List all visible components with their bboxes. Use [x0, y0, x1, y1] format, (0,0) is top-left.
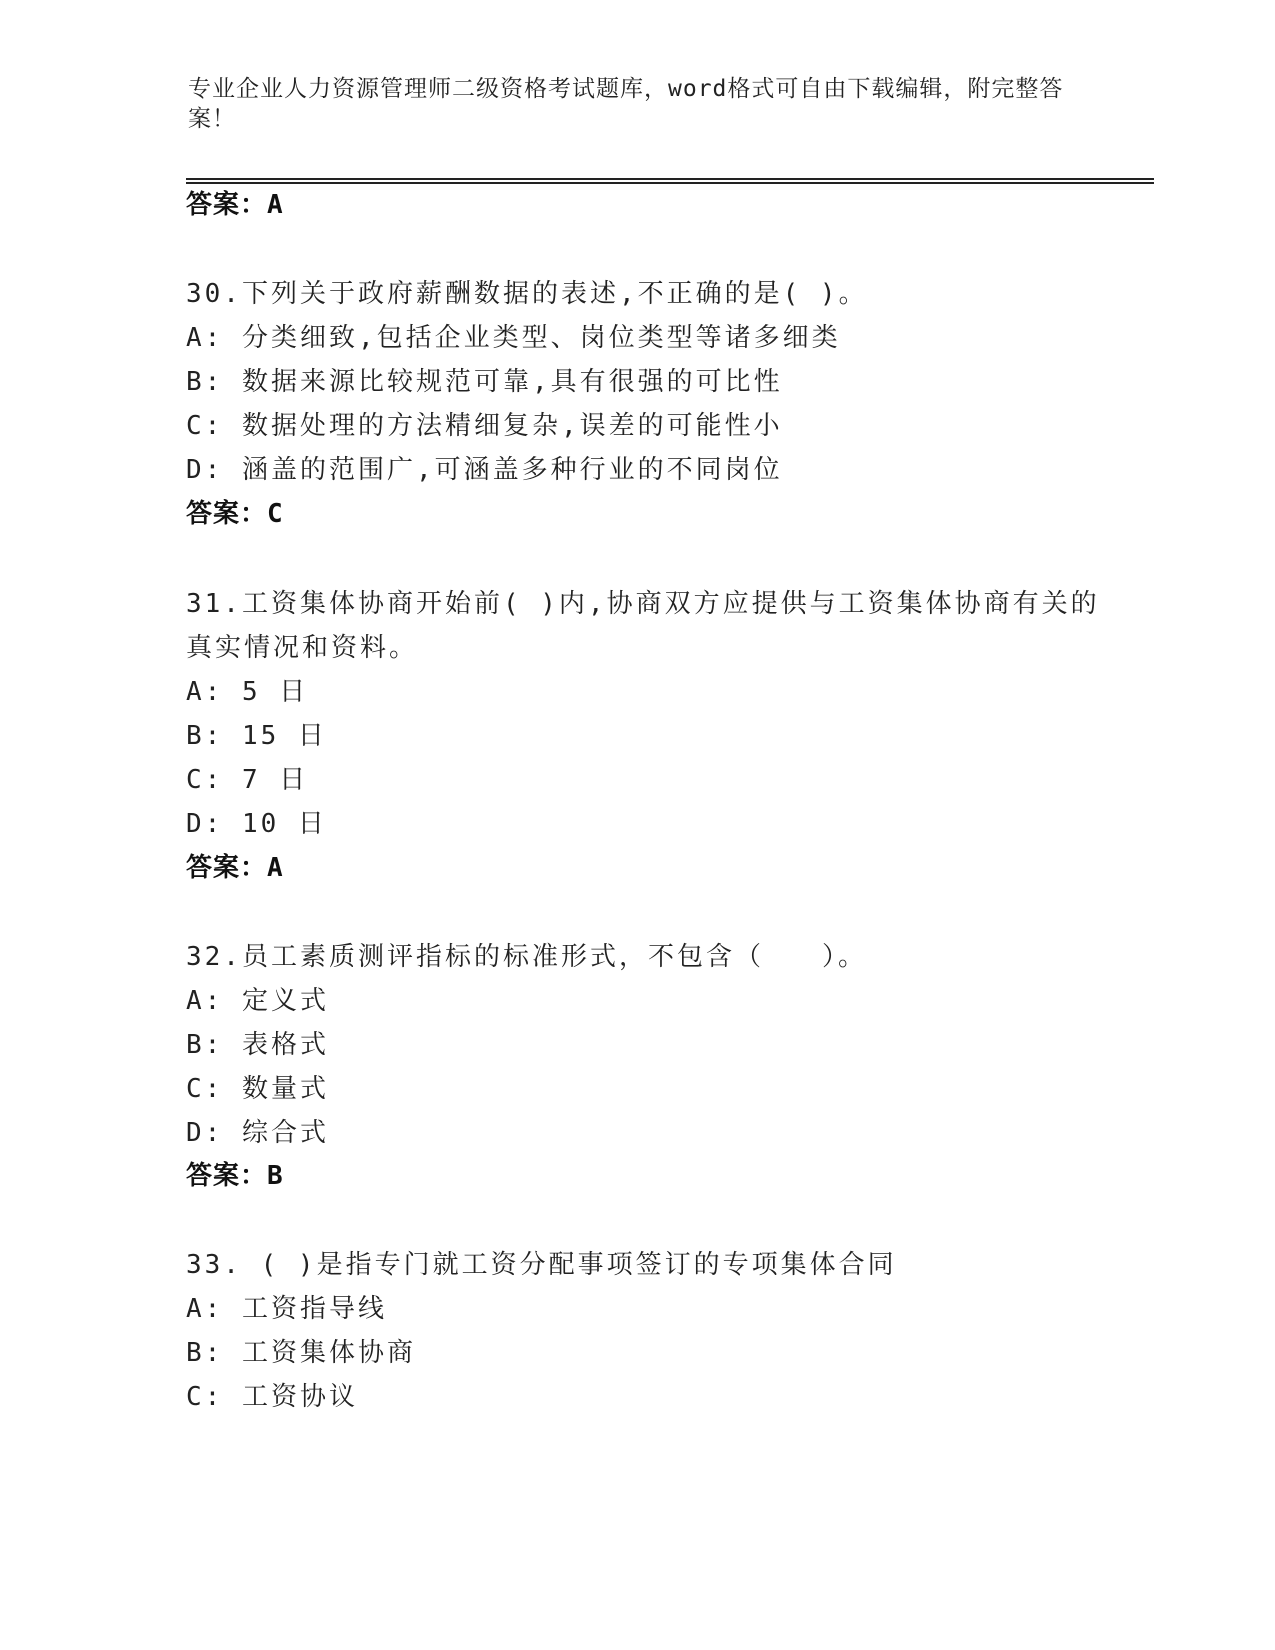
option-b: B: 表格式 [186, 1030, 329, 1060]
answer-line: 答案：A [186, 853, 284, 883]
question-stem: 32.员工素质测评指标的标准形式，不包含（ ）。 [186, 942, 867, 972]
answer-line: 答案：A [186, 190, 284, 220]
question-stem: 33. ( )是指专门就工资分配事项签订的专项集体合同 [186, 1250, 897, 1280]
option-a: A: 5 日 [186, 677, 309, 707]
option-b: B: 数据来源比较规范可靠,具有很强的可比性 [186, 367, 783, 397]
answer-line: 答案：C [186, 499, 284, 529]
option-c: C: 工资协议 [186, 1382, 358, 1412]
option-a: A: 定义式 [186, 986, 329, 1016]
option-a: A: 分类细致,包括企业类型、岗位类型等诸多细类 [186, 323, 841, 353]
option-c: C: 7 日 [186, 765, 309, 795]
question-stem: 30.下列关于政府薪酬数据的表述,不正确的是( )。 [186, 279, 868, 309]
header-divider-secondary [186, 182, 1154, 184]
option-c: C: 数量式 [186, 1074, 329, 1104]
option-b: B: 工资集体协商 [186, 1338, 416, 1368]
answer-line: 答案：B [186, 1161, 284, 1191]
page-header: 专业企业人力资源管理师二级资格考试题库，word格式可自由下载编辑，附完整答案！ [188, 76, 1064, 132]
option-c: C: 数据处理的方法精细复杂,误差的可能性小 [186, 411, 783, 441]
header-divider [186, 178, 1154, 180]
question-stem-continued: 真实情况和资料。 [186, 633, 419, 663]
option-a: A: 工资指导线 [186, 1294, 387, 1324]
option-d: D: 综合式 [186, 1118, 329, 1148]
option-d: D: 涵盖的范围广,可涵盖多种行业的不同岗位 [186, 455, 783, 485]
option-d: D: 10 日 [186, 809, 327, 839]
question-stem: 31.工资集体协商开始前( )内,协商双方应提供与工资集体协商有关的 [186, 589, 1100, 619]
option-b: B: 15 日 [186, 721, 327, 751]
